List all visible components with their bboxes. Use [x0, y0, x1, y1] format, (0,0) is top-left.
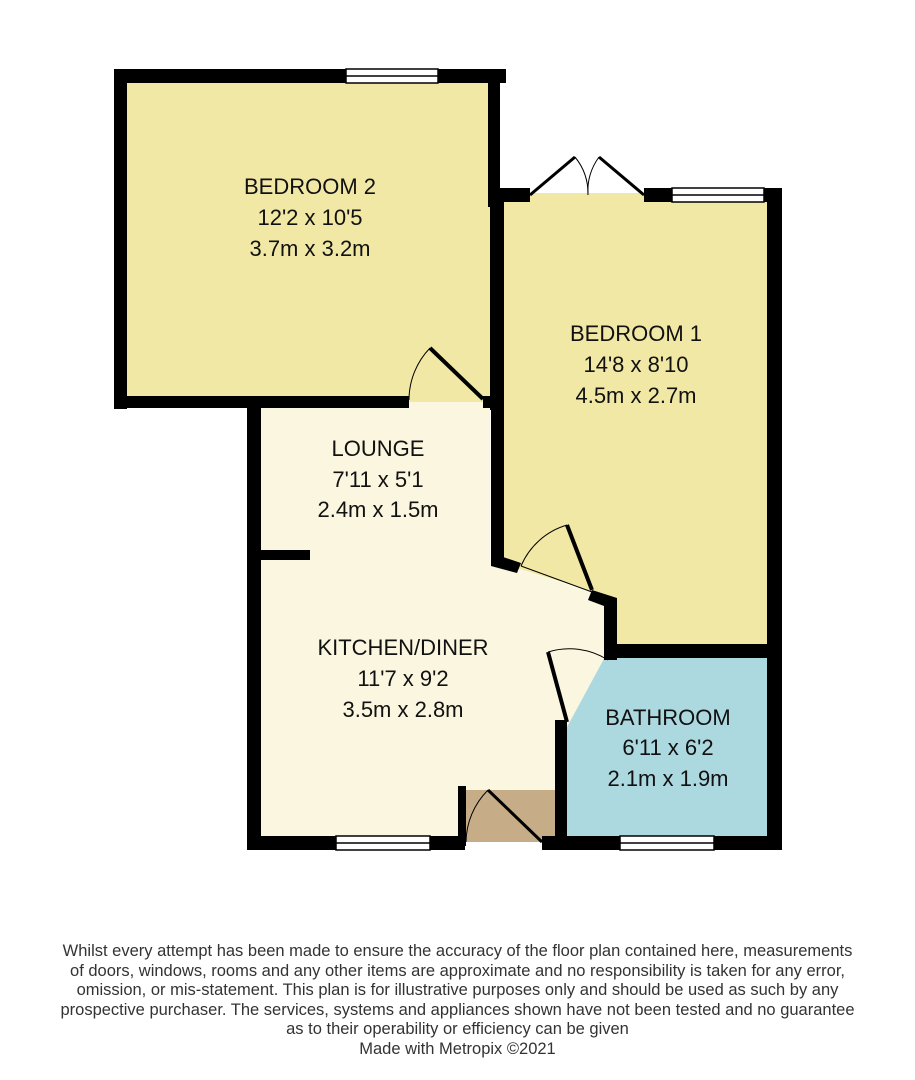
room-metric: 2.4m x 1.5m	[317, 497, 439, 522]
window	[672, 188, 764, 202]
wall	[555, 720, 567, 850]
window	[620, 836, 714, 850]
room-name: BATHROOM	[605, 705, 731, 730]
bedroom-1-label	[570, 321, 702, 408]
room-name: KITCHEN/DINER	[317, 635, 489, 660]
metropix-credit: Made with Metropix ©2021	[359, 1039, 556, 1058]
wall	[491, 405, 504, 562]
window	[346, 69, 438, 83]
disclaimer-line: prospective purchaser. The services, systems and appliances shown have not been tested and no guarantee	[60, 1000, 855, 1019]
french-door	[530, 157, 644, 195]
window	[336, 836, 430, 850]
room-metric: 2.1m x 1.9m	[607, 766, 729, 791]
room-imperial: 11'7 x 9'2	[357, 666, 449, 691]
room-name: BEDROOM 1	[569, 321, 703, 346]
lounge-label	[317, 436, 438, 522]
disclaimer-line: of doors, windows, rooms and any other items are approximate and no responsibility is taken for any error,	[70, 961, 845, 980]
wall	[488, 69, 500, 207]
bedroom-2-label	[244, 174, 376, 261]
disclaimer-line: as to their operability or efficiency can be given	[286, 1020, 629, 1039]
room-imperial: 7'11 x 5'1	[332, 467, 424, 492]
wall	[500, 188, 530, 202]
room-imperial: 12'2 x 10'5	[257, 205, 363, 230]
disclaimer-line: Whilst every attempt has been made to ensure the accuracy of the floor plan contained here, measurements	[62, 942, 853, 960]
wall	[458, 786, 466, 846]
room-name: BEDROOM 2	[243, 174, 377, 199]
wall	[114, 396, 409, 408]
disclaimer	[0, 942, 915, 1060]
wall	[255, 550, 310, 560]
wall	[490, 190, 504, 410]
room-metric: 3.7m x 3.2m	[249, 236, 371, 261]
disclaimer-line: omission, or mis-statement. This plan is for illustrative purposes only and should be used as such by any	[76, 981, 839, 1000]
wall	[247, 396, 261, 850]
room-imperial: 6'11 x 6'2	[622, 735, 714, 760]
wall	[767, 188, 782, 850]
wall	[114, 69, 506, 83]
room-metric: 3.5m x 2.8m	[342, 697, 464, 722]
entrance-hall-area	[463, 790, 560, 842]
wall	[604, 644, 782, 658]
wall	[114, 69, 127, 409]
room-name: LOUNGE	[331, 436, 425, 461]
room-imperial: 14'8 x 8'10	[583, 352, 689, 377]
room-metric: 4.5m x 2.7m	[575, 383, 697, 408]
bathroom-label	[605, 705, 730, 791]
